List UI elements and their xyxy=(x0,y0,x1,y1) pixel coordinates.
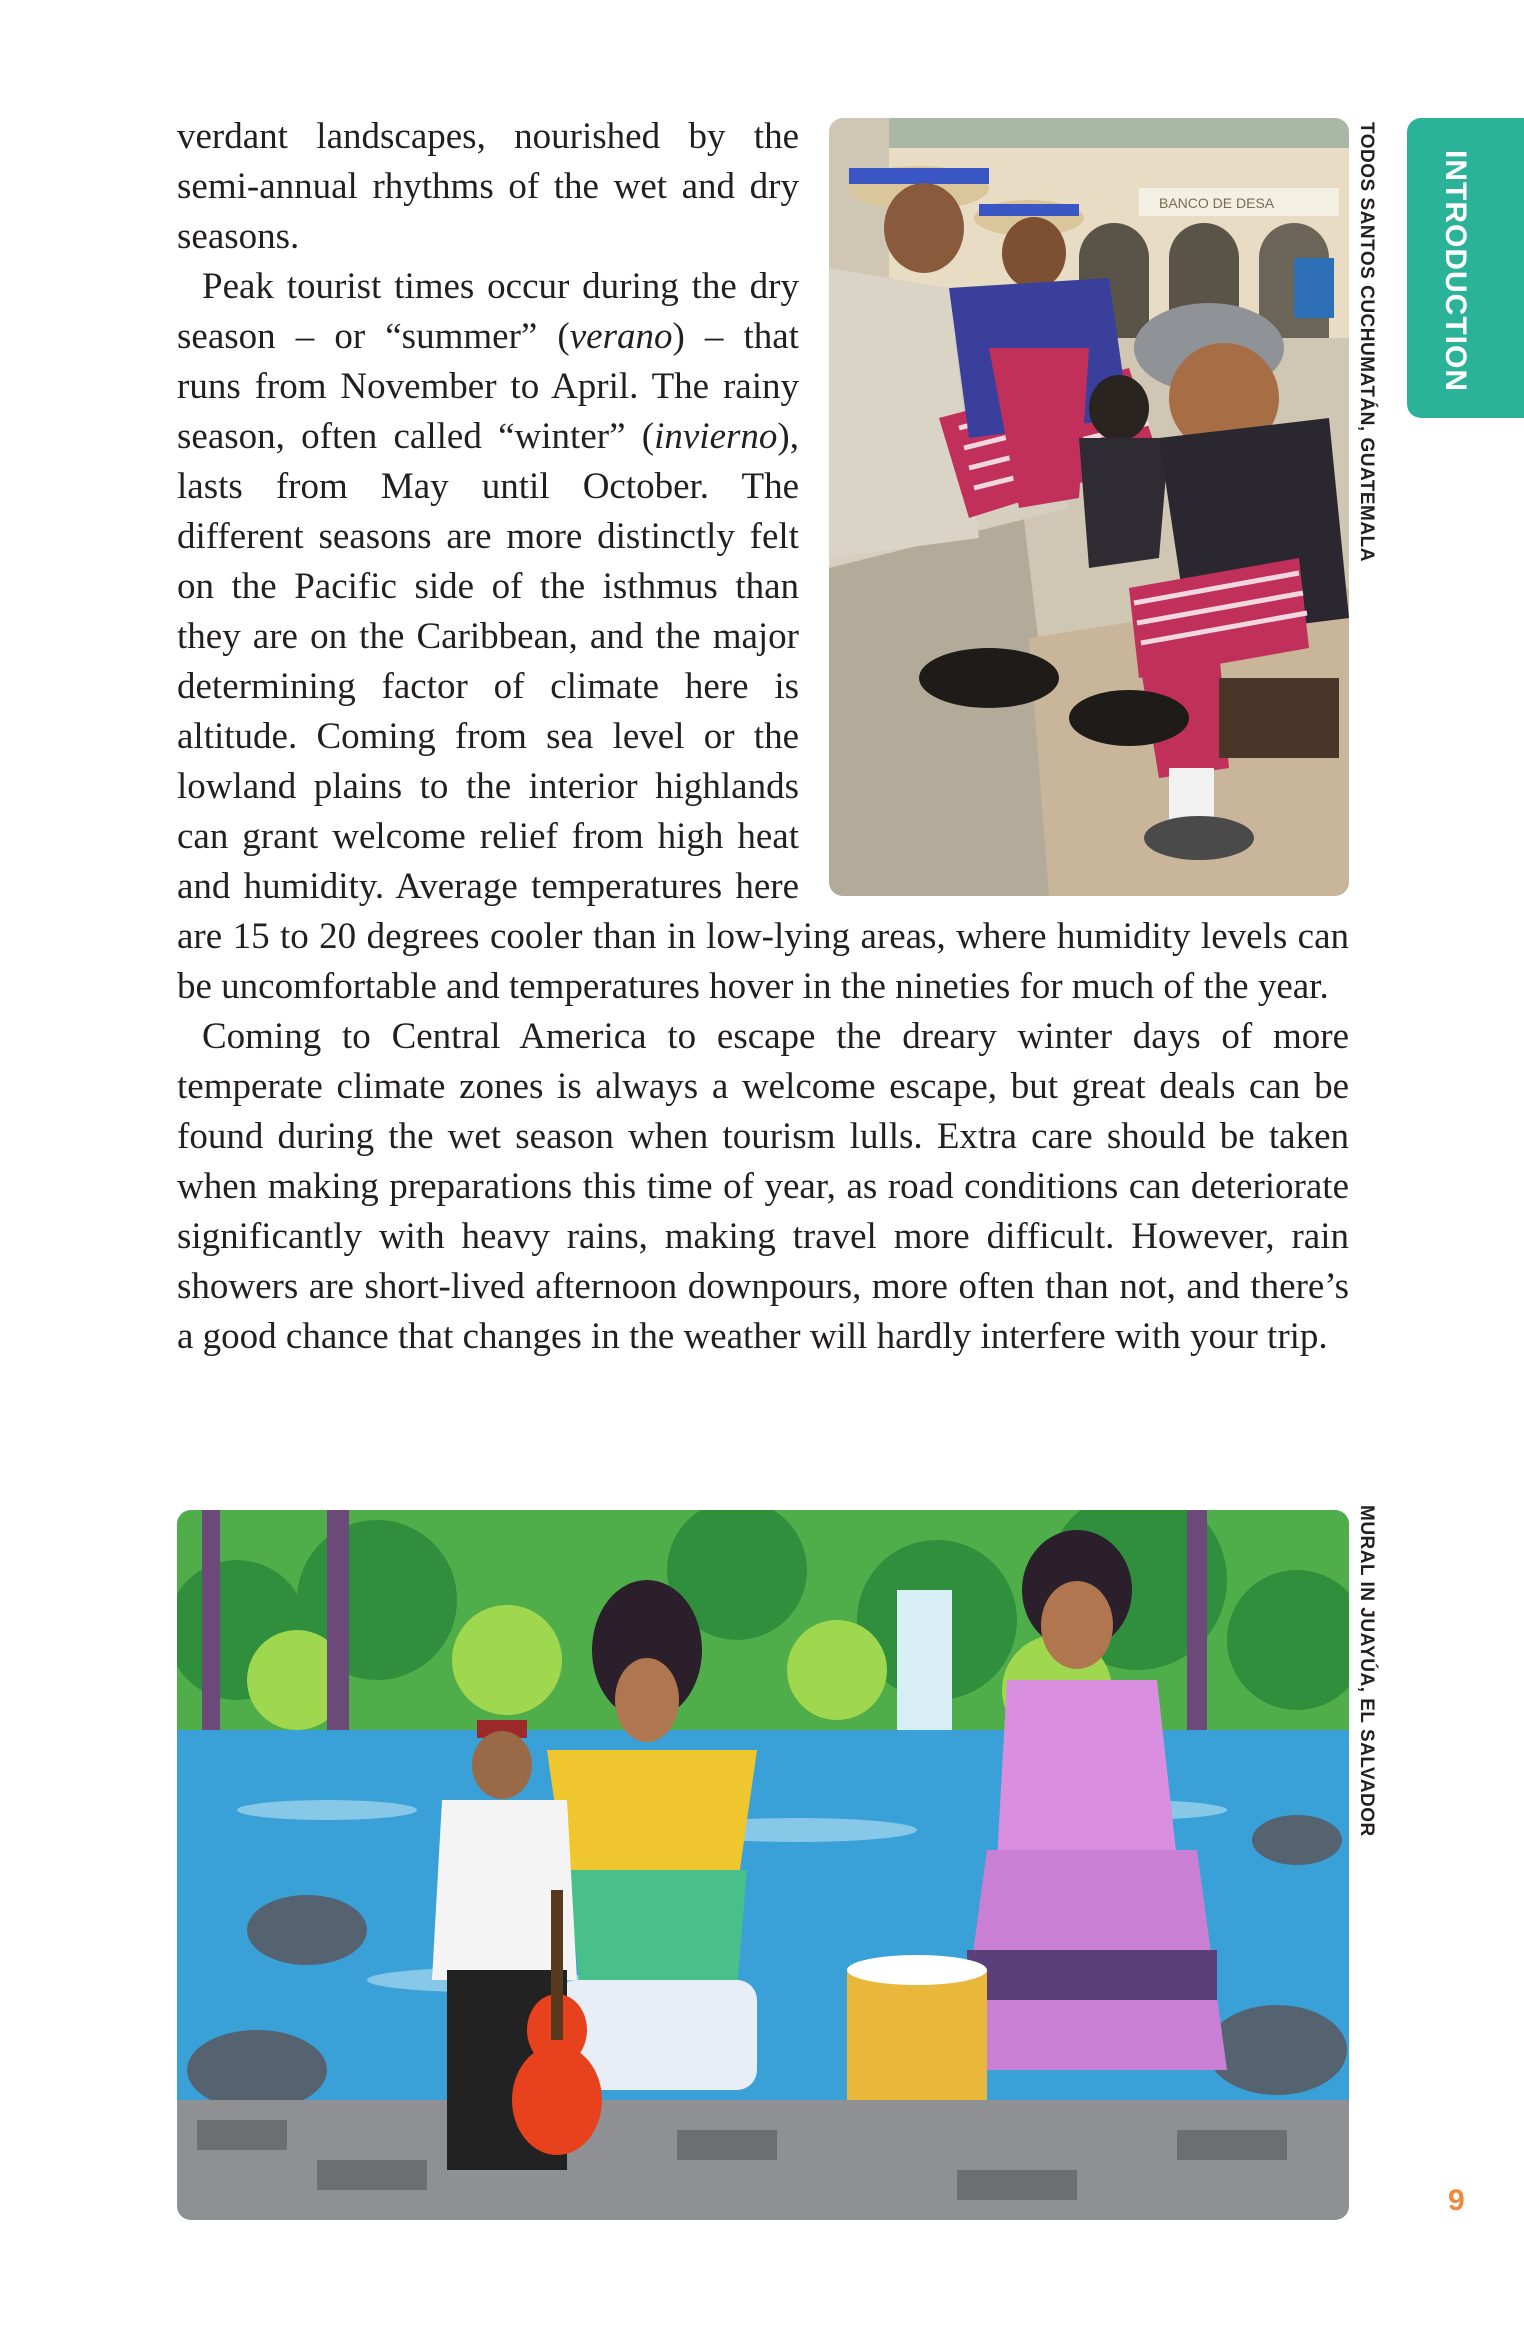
paragraph-2-part-3: ), lasts from May until October. The different seasons are more distinctly felt on the Pacific side of the isthmus than they are on the Caribbean, and the major determining factor of climate here is altitude. Coming from sea level or the lowland plains to the interior highlands can grant welcome relief from high heat and humidity. Average temperatures here are 15 to 20 degrees cooler than in low-lying areas, where humidity levels can be uncomfortable and temperatures hover in the nineties for much of the year. xyxy=(177,416,1349,1007)
paragraph-2-part-2: ) – that runs from November to April. The rainy season, often called “winter” ( xyxy=(177,316,799,457)
paragraph-2-term-verano: verano xyxy=(569,316,673,357)
bank-sign: BANCO DE DESA xyxy=(1159,195,1275,211)
page-number: 9 xyxy=(1448,2184,1465,2217)
paragraph-2-part-1: Peak tourist times occur during the dry season – or “summer” ( xyxy=(177,266,799,357)
section-tab-label: INTRODUCTION xyxy=(1439,150,1472,392)
paragraph-3 xyxy=(177,1012,1349,1362)
bottom-photo-caption: MURAL IN JUAYÚA, EL SALVADOR xyxy=(1356,1505,1377,1837)
paragraph-3-text: Coming to Central America to escape the dreary winter days of more temperate climate zones is always a welcome escape, but great deals can be found during the wet season when tourism lulls. Extra care should be taken when making preparations this time of year, as road conditions can deteriorate significantly with heavy rains, making travel more difficult. However, rain showers are short-lived afternoon downpours, more often than not, and there’s a good chance that changes in the weather will hardly interfere with your trip. xyxy=(177,1016,1349,1357)
market-photo xyxy=(829,118,1349,896)
paragraph-1-text: verdant landscapes, nourished by the semi-annual rhythms of the wet and dry seasons. xyxy=(177,116,799,257)
mural-photo xyxy=(177,1510,1349,2220)
paragraph-2-term-invierno: invierno xyxy=(654,416,778,457)
body-text xyxy=(177,112,1349,1362)
top-photo-caption: TODOS SANTOS CUCHUMATÁN, GUATEMALA xyxy=(1356,122,1377,562)
